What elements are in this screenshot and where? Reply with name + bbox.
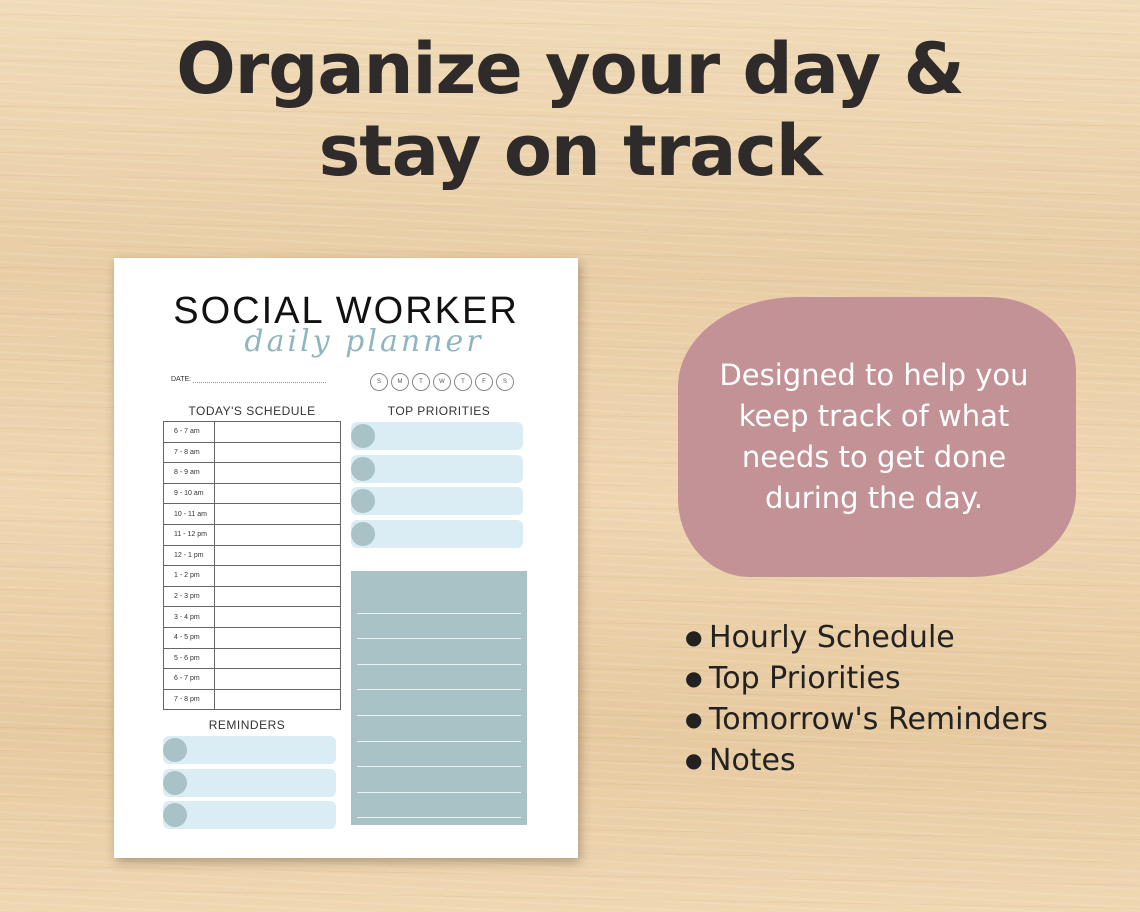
schedule-row (164, 607, 341, 628)
priority-item (351, 520, 523, 548)
schedule-row (164, 690, 341, 711)
schedule-slot (215, 525, 341, 545)
callout-line-4: during the day. (764, 481, 983, 515)
reminder-dot (163, 803, 187, 827)
notes-line (357, 716, 521, 742)
feature-list (685, 617, 1048, 781)
headline (0, 28, 1140, 192)
day-circle: S (370, 373, 388, 391)
schedule-slot (215, 566, 341, 586)
schedule-row (164, 443, 341, 464)
schedule-slot (215, 587, 341, 607)
callout-line-3: needs to get done (741, 440, 1007, 474)
schedule-time: 9 - 10 am (164, 484, 215, 504)
schedule-time: 8 - 9 am (164, 463, 215, 483)
bullet-icon: ● (685, 748, 703, 772)
callout-text (678, 355, 1070, 519)
reminder-item (163, 736, 336, 764)
day-circle: T (454, 373, 472, 391)
notes-line (357, 639, 521, 665)
schedule-slot (215, 443, 341, 463)
callout-line-2: keep track of what (738, 399, 1010, 433)
feature-item (685, 658, 1048, 699)
schedule-time: 11 - 12 pm (164, 525, 215, 545)
day-circle: S (496, 373, 514, 391)
schedule-row (164, 463, 341, 484)
headline-line-1: Organize your day & (176, 28, 964, 110)
reminder-item (163, 801, 336, 829)
day-circle: M (391, 373, 409, 391)
date-line (193, 376, 326, 383)
weekday-circles (370, 373, 514, 391)
schedule-slot (215, 628, 341, 648)
day-circle: T (412, 373, 430, 391)
date-label: DATE: (171, 376, 192, 383)
schedule-time: 10 - 11 am (164, 504, 215, 524)
schedule-time: 4 - 5 pm (164, 628, 215, 648)
schedule-row (164, 504, 341, 525)
priority-dot (351, 522, 375, 546)
priority-dot (351, 424, 375, 448)
planner-sheet (114, 258, 578, 858)
planner-title: SOCIAL WORKER (173, 290, 519, 332)
priority-item (351, 455, 523, 483)
schedule-time: 12 - 1 pm (164, 546, 215, 566)
reminder-dot (163, 738, 187, 762)
schedule-time: 3 - 4 pm (164, 607, 215, 627)
bullet-icon: ● (685, 625, 703, 649)
schedule-time: 7 - 8 pm (164, 690, 215, 710)
schedule-row (164, 669, 341, 690)
schedule-time: 5 - 6 pm (164, 649, 215, 669)
schedule-heading: TODAY'S SCHEDULE (188, 404, 316, 418)
schedule-slot (215, 546, 341, 566)
notes-line (357, 742, 521, 768)
callout-line-1: Designed to help you (719, 358, 1029, 392)
schedule-slot (215, 484, 341, 504)
feature-label: Tomorrow's Reminders (709, 702, 1048, 737)
priorities-heading: TOP PRIORITIES (387, 404, 491, 418)
schedule-slot (215, 690, 341, 710)
notes-line (357, 614, 521, 640)
planner-subtitle: daily planner (244, 324, 484, 359)
schedule-row (164, 422, 341, 443)
priority-item (351, 422, 523, 450)
schedule-slot (215, 649, 341, 669)
priority-item (351, 487, 523, 515)
notes-line (357, 588, 521, 614)
priority-dot (351, 489, 375, 513)
notes-line (357, 665, 521, 691)
schedule-slot (215, 669, 341, 689)
schedule-row (164, 628, 341, 649)
priority-dot (351, 457, 375, 481)
schedule-time: 6 - 7 pm (164, 669, 215, 689)
notes-line (357, 767, 521, 793)
schedule-slot (215, 504, 341, 524)
notes-box (351, 571, 527, 825)
feature-item (685, 699, 1048, 740)
bullet-icon: ● (685, 666, 703, 690)
feature-label: Top Priorities (709, 661, 901, 696)
schedule-slot (215, 422, 341, 442)
bullet-icon: ● (685, 707, 703, 731)
date-field (171, 376, 326, 383)
day-circle: F (475, 373, 493, 391)
reminder-dot (163, 771, 187, 795)
schedule-row (164, 525, 341, 546)
schedule-row (164, 484, 341, 505)
schedule-row (164, 546, 341, 567)
schedule-row (164, 649, 341, 670)
schedule-time: 2 - 3 pm (164, 587, 215, 607)
feature-label: Hourly Schedule (709, 620, 955, 655)
schedule-slot (215, 463, 341, 483)
schedule-table (163, 421, 341, 710)
reminder-item (163, 769, 336, 797)
feature-item (685, 740, 1048, 781)
schedule-slot (215, 607, 341, 627)
schedule-time: 7 - 8 am (164, 443, 215, 463)
schedule-time: 1 - 2 pm (164, 566, 215, 586)
reminders-heading: REMINDERS (208, 718, 286, 732)
schedule-time: 6 - 7 am (164, 422, 215, 442)
feature-item (685, 617, 1048, 658)
schedule-row (164, 587, 341, 608)
headline-line-2: stay on track (318, 110, 822, 192)
notes-line (357, 793, 521, 819)
notes-line (357, 690, 521, 716)
day-circle: W (433, 373, 451, 391)
feature-label: Notes (709, 743, 796, 778)
schedule-row (164, 566, 341, 587)
